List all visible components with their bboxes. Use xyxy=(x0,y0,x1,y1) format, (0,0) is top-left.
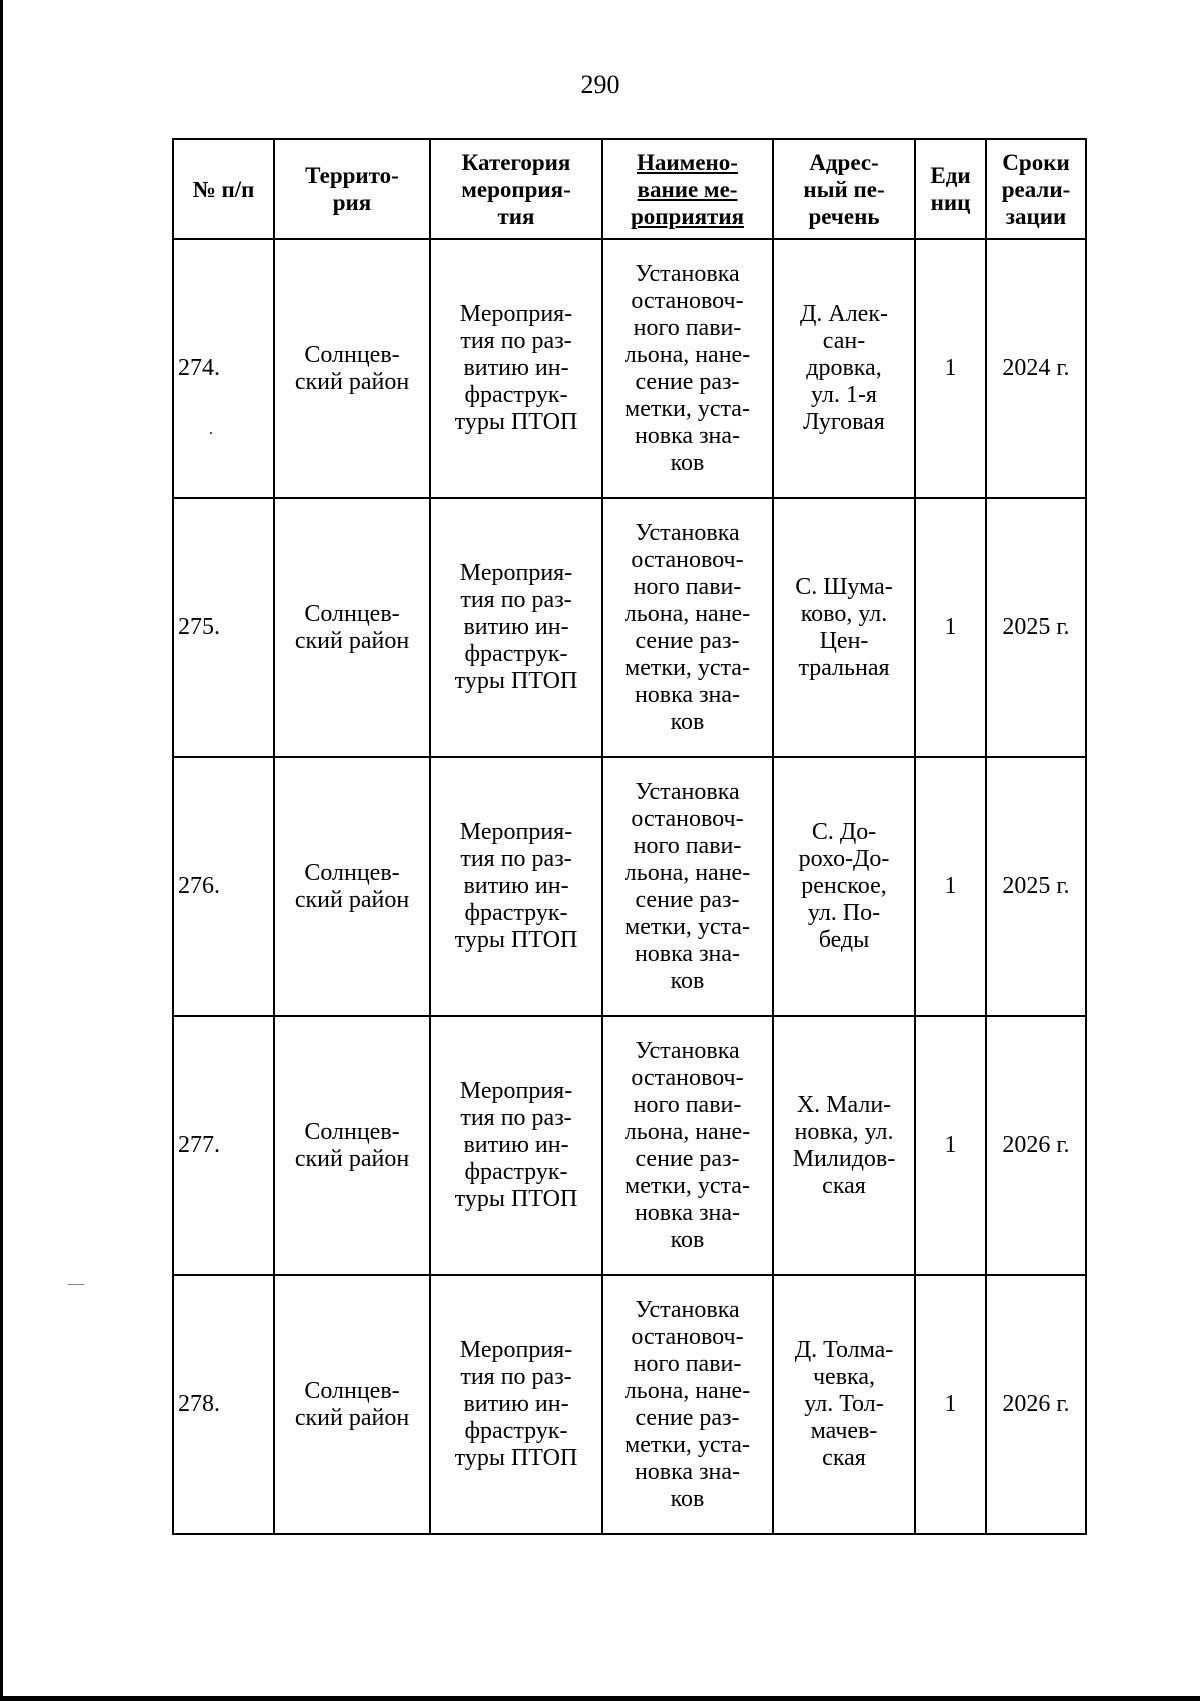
cell-address: С. До- рохо-До- ренское, ул. По- беды xyxy=(773,757,915,1016)
table-row xyxy=(173,498,1086,757)
cell-number: 277. xyxy=(173,1016,274,1275)
scan-edge-left xyxy=(0,0,3,1701)
scan-speck xyxy=(68,1284,84,1285)
cell-name: Установка остановоч- ного пави- льона, нане- сение раз- метки, уста- новка зна- ков xyxy=(602,757,773,1016)
table-row xyxy=(173,757,1086,1016)
cell-term: 2026 г. xyxy=(986,1016,1086,1275)
header-cell-number: № п/п xyxy=(173,139,274,239)
cell-name: Установка остановоч- ного пави- льона, нане- сение раз- метки, уста- новка зна- ков xyxy=(602,239,773,498)
cell-address: Д. Алек- сан- дровка, ул. 1-я Луговая xyxy=(773,239,915,498)
table-row xyxy=(173,239,1086,498)
cell-units: 1 xyxy=(915,1016,986,1275)
table-row xyxy=(173,1016,1086,1275)
header-cell-name: Наимено- вание ме- роприятия xyxy=(602,139,773,239)
cell-category: Мероприя- тия по раз- витию ин- фраструк- туры ПТОП xyxy=(430,1275,602,1534)
cell-number: 274. xyxy=(173,239,274,498)
cell-name: Установка остановоч- ного пави- льона, нане- сение раз- метки, уста- новка зна- ков xyxy=(602,498,773,757)
cell-address: Д. Толма- чевка, ул. Тол- мачев- ская xyxy=(773,1275,915,1534)
cell-number: 275. xyxy=(173,498,274,757)
header-cell-address: Адрес- ный пе- речень xyxy=(773,139,915,239)
page-number: 290 xyxy=(580,70,620,99)
cell-category: Мероприя- тия по раз- витию ин- фраструк- туры ПТОП xyxy=(430,757,602,1016)
cell-address: С. Шума- ково, ул. Цен- тральная xyxy=(773,498,915,757)
cell-term: 2026 г. xyxy=(986,1275,1086,1534)
cell-category: Мероприя- тия по раз- витию ин- фраструк- туры ПТОП xyxy=(430,1016,602,1275)
cell-address: Х. Мали- новка, ул. Милидов- ская xyxy=(773,1016,915,1275)
cell-term: 2024 г. xyxy=(986,239,1086,498)
cell-units: 1 xyxy=(915,239,986,498)
cell-name: Установка остановоч- ного пави- льона, нане- сение раз- метки, уста- новка зна- ков xyxy=(602,1016,773,1275)
cell-category: Мероприя- тия по раз- витию ин- фраструк- туры ПТОП xyxy=(430,239,602,498)
scan-edge-bottom xyxy=(0,1696,1200,1701)
table-row xyxy=(173,1275,1086,1534)
cell-territory: Солнцев- ский район xyxy=(274,239,430,498)
cell-category: Мероприя- тия по раз- витию ин- фраструк- туры ПТОП xyxy=(430,498,602,757)
cell-territory: Солнцев- ский район xyxy=(274,1275,430,1534)
cell-number: 276. xyxy=(173,757,274,1016)
cell-term: 2025 г. xyxy=(986,498,1086,757)
cell-units: 1 xyxy=(915,757,986,1016)
cell-territory: Солнцев- ский район xyxy=(274,498,430,757)
header-cell-category: Категория мероприя- тия xyxy=(430,139,602,239)
cell-term: 2025 г. xyxy=(986,757,1086,1016)
header-cell-units: Еди ниц xyxy=(915,139,986,239)
cell-units: 1 xyxy=(915,1275,986,1534)
table-header-row xyxy=(173,139,1086,239)
cell-units: 1 xyxy=(915,498,986,757)
header-cell-territory: Террито- рия xyxy=(274,139,430,239)
header-cell-term: Сроки реали- зации xyxy=(986,139,1086,239)
measures-table xyxy=(172,138,1087,1535)
cell-territory: Солнцев- ский район xyxy=(274,757,430,1016)
cell-territory: Солнцев- ский район xyxy=(274,1016,430,1275)
cell-name: Установка остановоч- ного пави- льона, нане- сение раз- метки, уста- новка зна- ков xyxy=(602,1275,773,1534)
cell-number: 278. xyxy=(173,1275,274,1534)
